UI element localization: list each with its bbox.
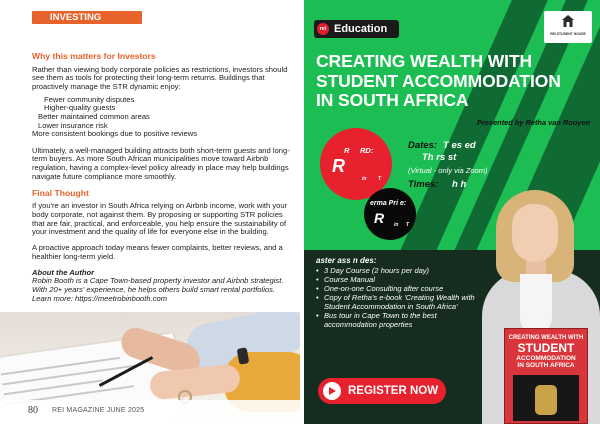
ebook-cover: CREATING WEALTH WITH STUDENT ACCOMMODATION IN SOUTH AFRICA <box>504 328 588 424</box>
heading-final-thought: Final Thought <box>32 187 89 198</box>
class-item: • Bus tour in Cape Town to the best accommodation properties <box>316 311 486 329</box>
section-tag: INVESTING <box>32 11 142 24</box>
paragraph-final: If you're an investor in South Africa relying on Airbnb income, work with your body corporate, not against them. By proposing or supporting STR policies that are fair, practical, and enforceable, you help ensure the sustainability of your investment and the quality of life for everyone else in the building. <box>32 201 288 237</box>
times-value: h h <box>452 179 467 190</box>
dates-label: Dates: <box>408 140 438 151</box>
play-arrow-icon <box>323 382 341 400</box>
class-item: • Course Manual <box>316 275 486 284</box>
education-advert <box>304 0 600 424</box>
class-item: • 3 Day Course (2 hours per day) <box>316 266 486 275</box>
benefit-item: Higher-quality guests <box>44 103 116 113</box>
benefits-list <box>32 96 294 139</box>
benefit-item: Lower insurance risk <box>38 120 108 130</box>
presented-by: Presented by Retha van Rooyen <box>477 118 590 127</box>
article-body <box>32 52 294 310</box>
paragraph-intro: Rather than viewing body corporate policies as restrictions, investors should see them as tools for protecting their long-term returns. Buildings that proactively manage the STR dynamic enjoy: <box>32 64 288 92</box>
book-cover-image <box>513 375 579 421</box>
times-label: Times: <box>408 179 439 190</box>
house-icon <box>561 14 575 28</box>
dates-value-2: Th rs st <box>422 152 457 163</box>
heading-why-matters: Why this matters for Investors <box>32 51 156 61</box>
paragraph-proactive: A proactive approach today means fewer complaints, better reviews, and a healthier long-term yield. <box>32 243 283 261</box>
class-item: • One-on-one Consulting after course <box>316 284 486 293</box>
price-circle: R RD: R in T <box>320 128 392 200</box>
rei-logo-icon: rei <box>317 23 329 35</box>
page-number: 80 <box>28 405 38 416</box>
dates-note: (Virtual - only via Zoom) <box>408 166 488 175</box>
paragraph-ultimately: Ultimately, a well-managed building attracts both short-term guests and long-term buyers. As more South African municipalities move toward Airbnb regulation, having a complex-level policy already in place may help buildings navigate future compliance more smoothly. <box>32 145 290 181</box>
page-footer <box>0 400 300 424</box>
member-price-circle: erma Pri e: R in T <box>364 188 416 240</box>
author-heading: About the Author <box>32 267 95 277</box>
dates-value: T es ed <box>443 140 476 151</box>
ad-title: CREATING WEALTH WITH STUDENT ACCOMMODATION IN SOUTH AFRICA <box>316 51 561 110</box>
class-includes-heading: aster ass n des: <box>316 256 377 265</box>
author-bio: Robin Booth is a Cape Town-based property investor and Airbnb strategist. With 20+ years' experience, he helps others build smart rental portfolios. Learn more: https://meetrobinbooth.com <box>32 276 284 303</box>
student-house-logo: REI STUDENT HOUSE <box>544 11 592 43</box>
class-includes-list <box>316 266 486 329</box>
benefit-item: Fewer community disputes <box>44 94 135 104</box>
magazine-title: REI MAGAZINE JUNE 2025 <box>52 407 145 414</box>
register-now-button[interactable]: REGISTER NOW <box>318 378 446 404</box>
benefit-item: More consistent bookings due to positive reviews <box>32 129 198 139</box>
benefit-item: Better maintained common areas <box>38 112 150 121</box>
education-badge: rei Education <box>314 20 399 38</box>
class-item: • Copy of Retha's e-book 'Creating Wealth with Student Accommodation in South Africa' <box>316 293 486 311</box>
